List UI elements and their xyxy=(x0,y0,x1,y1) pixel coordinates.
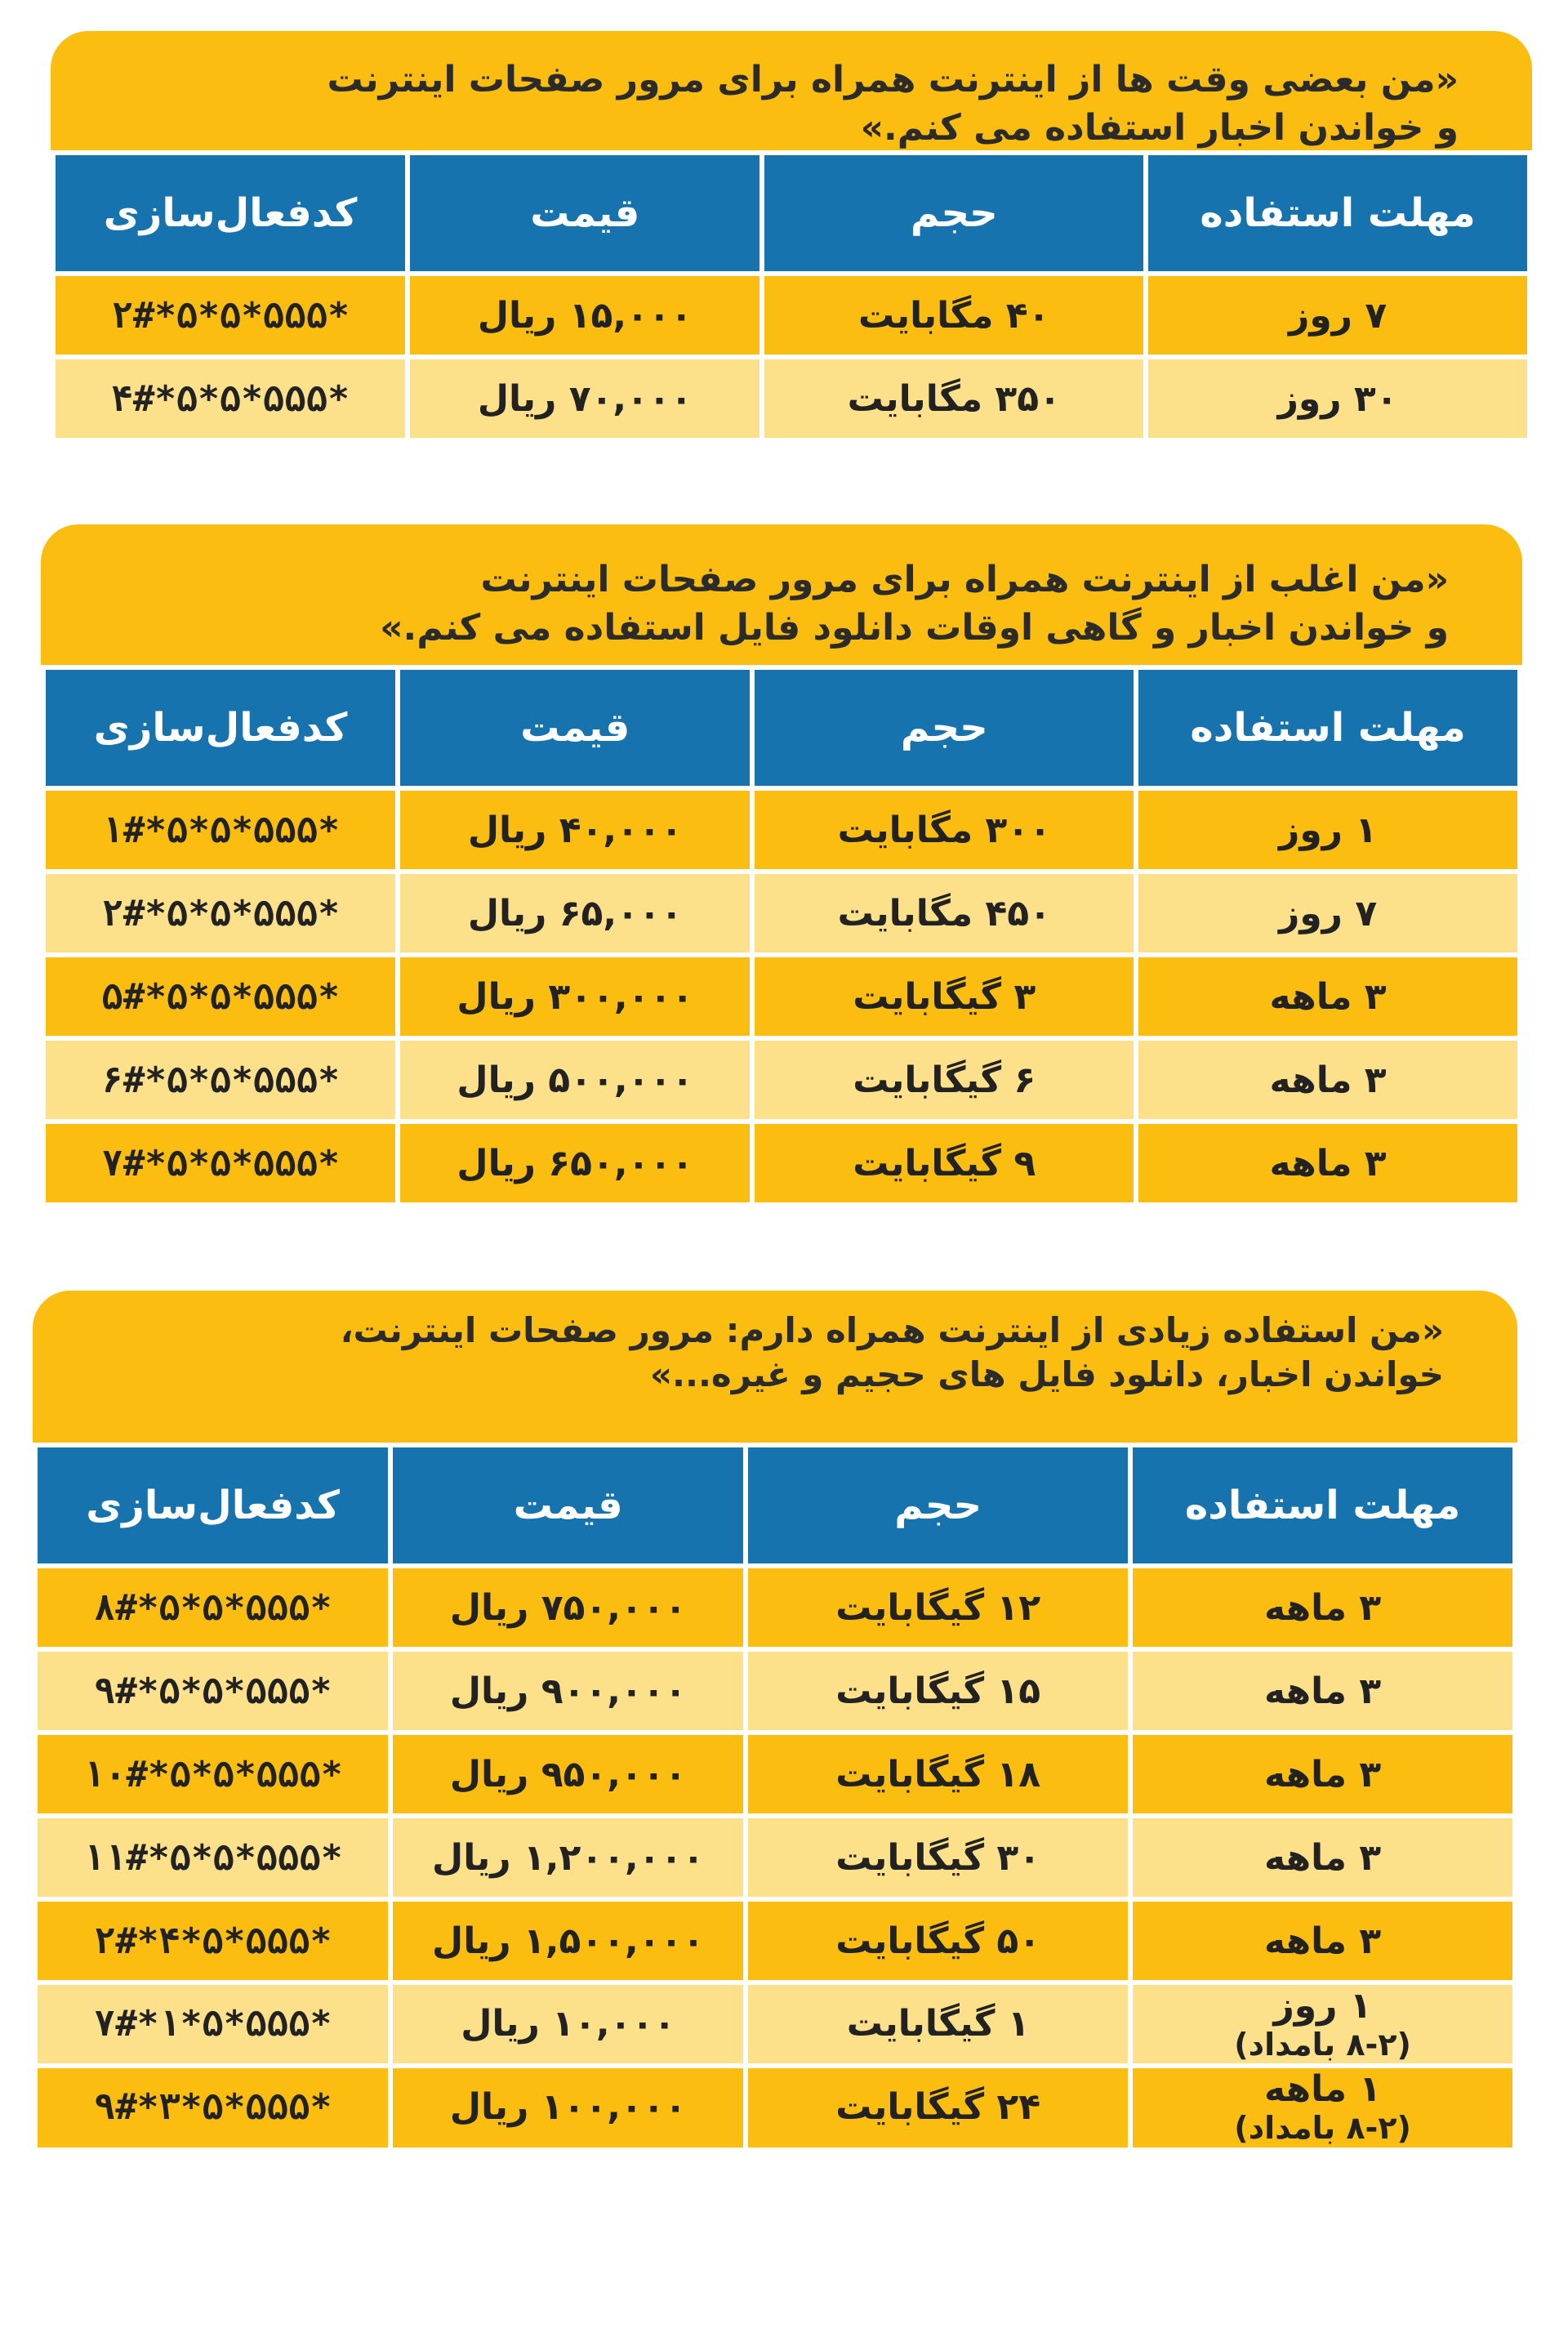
cell-price: ۹۰۰,۰۰۰ ریال xyxy=(393,1652,743,1730)
cell-volume: ۱۵ گیگابایت xyxy=(748,1652,1128,1730)
cell-volume: ۳۵۰ مگابایت xyxy=(764,359,1143,438)
cell-volume: ۳۰۰ مگابایت xyxy=(755,791,1134,869)
quote-line: خواندن اخبار، دانلود فایل های حجیم و غیره...» xyxy=(649,1354,1444,1394)
section-quote xyxy=(41,524,1522,665)
table-header-row xyxy=(46,670,1517,786)
table-row xyxy=(38,1735,1512,1813)
cell-code: *۵۵۵*۵*۵*۸# xyxy=(38,1568,388,1647)
cell-duration: ۳ ماهه xyxy=(1133,1652,1512,1730)
section-quote xyxy=(51,31,1532,150)
header-volume: حجم xyxy=(748,1447,1128,1563)
cell-price: ۴۰,۰۰۰ ریال xyxy=(400,791,750,869)
duration-main: ۱ ماهه xyxy=(1263,2068,1382,2111)
table-row xyxy=(38,1902,1512,1980)
cell-duration: ۳۰ روز xyxy=(1148,359,1527,438)
cell-price: ۳۰۰,۰۰۰ ریال xyxy=(400,957,750,1036)
cell-price: ۷۰,۰۰۰ ریال xyxy=(410,359,760,438)
quote-line: و خواندن اخبار استفاده می کنم.» xyxy=(860,107,1459,149)
cell-duration: ۳ ماهه xyxy=(1133,1568,1512,1647)
cell-volume: ۹ گیگابایت xyxy=(755,1124,1134,1202)
section-quote xyxy=(33,1291,1517,1443)
plans-table xyxy=(41,665,1522,1207)
table-row xyxy=(38,2068,1512,2147)
plans-table xyxy=(51,150,1532,443)
table-row xyxy=(56,276,1527,355)
table-header-row xyxy=(56,155,1527,271)
plan-section-occasional xyxy=(51,31,1532,443)
plan-section-frequent xyxy=(41,524,1522,1207)
cell-duration: ۳ ماهه xyxy=(1138,957,1517,1036)
cell-duration: ۳ ماهه xyxy=(1138,1124,1517,1202)
cell-price: ۱۰,۰۰۰ ریال xyxy=(393,1985,743,2063)
table-row xyxy=(46,791,1517,869)
cell-duration: ۳ ماهه xyxy=(1133,1735,1512,1813)
cell-duration: ۳ ماهه xyxy=(1133,1902,1512,1980)
cell-code: *۵۵۵*۵*۵*۱۱# xyxy=(38,1818,388,1897)
cell-price: ۱۵,۰۰۰ ریال xyxy=(410,276,760,355)
duration-main: ۱ روز xyxy=(1273,1985,1372,2027)
cell-volume: ۳۰ گیگابایت xyxy=(748,1818,1128,1897)
cell-duration: ۱ روز xyxy=(1138,791,1517,869)
table-row xyxy=(46,1041,1517,1119)
cell-code: *۵۵۵*۵*۵*۲# xyxy=(56,276,405,355)
header-price: قیمت xyxy=(410,155,760,271)
cell-volume: ۲۴ گیگابایت xyxy=(748,2068,1128,2147)
cell-price: ۹۵۰,۰۰۰ ریال xyxy=(393,1735,743,1813)
cell-price: ۶۵,۰۰۰ ریال xyxy=(400,874,750,952)
table-header-row xyxy=(38,1447,1512,1563)
cell-duration xyxy=(1133,1985,1512,2063)
cell-duration: ۷ روز xyxy=(1148,276,1527,355)
cell-code: *۵۵۵*۵*۳*۹# xyxy=(38,2068,388,2147)
plan-section-heavy xyxy=(33,1291,1517,2152)
duration-note: (۸-۲ بامداد) xyxy=(1234,2026,1411,2063)
table-row xyxy=(46,1124,1517,1202)
header-duration: مهلت استفاده xyxy=(1148,155,1527,271)
cell-code: *۵۵۵*۵*۵*۱# xyxy=(46,791,395,869)
plans-table xyxy=(33,1443,1517,2152)
cell-duration: ۷ روز xyxy=(1138,874,1517,952)
cell-volume: ۱ گیگابایت xyxy=(748,1985,1128,2063)
table-row xyxy=(56,359,1527,438)
cell-price: ۵۰۰,۰۰۰ ریال xyxy=(400,1041,750,1119)
quote-line: «من استفاده زیادی از اینترنت همراه دارم: مرور صفحات اینترنت، xyxy=(340,1310,1444,1350)
cell-code: *۵۵۵*۵*۵*۱۰# xyxy=(38,1735,388,1813)
table-row xyxy=(38,1985,1512,2063)
header-duration: مهلت استفاده xyxy=(1138,670,1517,786)
cell-duration xyxy=(1133,2068,1512,2147)
cell-code: *۵۵۵*۵*۱*۷# xyxy=(38,1985,388,2063)
cell-volume: ۳ گیگابایت xyxy=(755,957,1134,1036)
header-price: قیمت xyxy=(400,670,750,786)
cell-price: ۶۵۰,۰۰۰ ریال xyxy=(400,1124,750,1202)
cell-volume: ۴۵۰ مگابایت xyxy=(755,874,1134,952)
cell-code: *۵۵۵*۵*۵*۵# xyxy=(46,957,395,1036)
cell-volume: ۵۰ گیگابایت xyxy=(748,1902,1128,1980)
header-volume: حجم xyxy=(755,670,1134,786)
header-code: کدفعال‌سازی xyxy=(38,1447,388,1563)
cell-duration: ۳ ماهه xyxy=(1133,1818,1512,1897)
header-volume: حجم xyxy=(764,155,1143,271)
duration-note: (۸-۲ بامداد) xyxy=(1234,2109,1411,2146)
cell-code: *۵۵۵*۵*۵*۲# xyxy=(46,874,395,952)
cell-code: *۵۵۵*۵*۵*۹# xyxy=(38,1652,388,1730)
header-price: قیمت xyxy=(393,1447,743,1563)
table-row xyxy=(38,1652,1512,1730)
cell-price: ۱۰۰,۰۰۰ ریال xyxy=(393,2068,743,2147)
header-duration: مهلت استفاده xyxy=(1133,1447,1512,1563)
quote-line: «من اغلب از اینترنت همراه برای مرور صفحات اینترنت xyxy=(480,559,1449,600)
cell-price: ۱,۲۰۰,۰۰۰ ریال xyxy=(393,1818,743,1897)
cell-code: *۵۵۵*۵*۵*۶# xyxy=(46,1041,395,1119)
quote-line: و خواندن اخبار و گاهی اوقات دانلود فایل استفاده می کنم.» xyxy=(380,607,1449,649)
cell-code: *۵۵۵*۵*۴*۲# xyxy=(38,1902,388,1980)
cell-duration: ۳ ماهه xyxy=(1138,1041,1517,1119)
cell-volume: ۱۲ گیگابایت xyxy=(748,1568,1128,1647)
header-code: کدفعال‌سازی xyxy=(46,670,395,786)
cell-volume: ۱۸ گیگابایت xyxy=(748,1735,1128,1813)
cell-price: ۷۵۰,۰۰۰ ریال xyxy=(393,1568,743,1647)
table-row xyxy=(46,874,1517,952)
header-code: کدفعال‌سازی xyxy=(56,155,405,271)
cell-volume: ۶ گیگابایت xyxy=(755,1041,1134,1119)
table-row xyxy=(38,1568,1512,1647)
table-row xyxy=(46,957,1517,1036)
cell-code: *۵۵۵*۵*۵*۷# xyxy=(46,1124,395,1202)
cell-volume: ۴۰ مگابایت xyxy=(764,276,1143,355)
quote-line: «من بعضی وقت ها از اینترنت همراه برای مرور صفحات اینترنت xyxy=(327,59,1459,100)
cell-code: *۵۵۵*۵*۵*۴# xyxy=(56,359,405,438)
table-row xyxy=(38,1818,1512,1897)
cell-price: ۱,۵۰۰,۰۰۰ ریال xyxy=(393,1902,743,1980)
